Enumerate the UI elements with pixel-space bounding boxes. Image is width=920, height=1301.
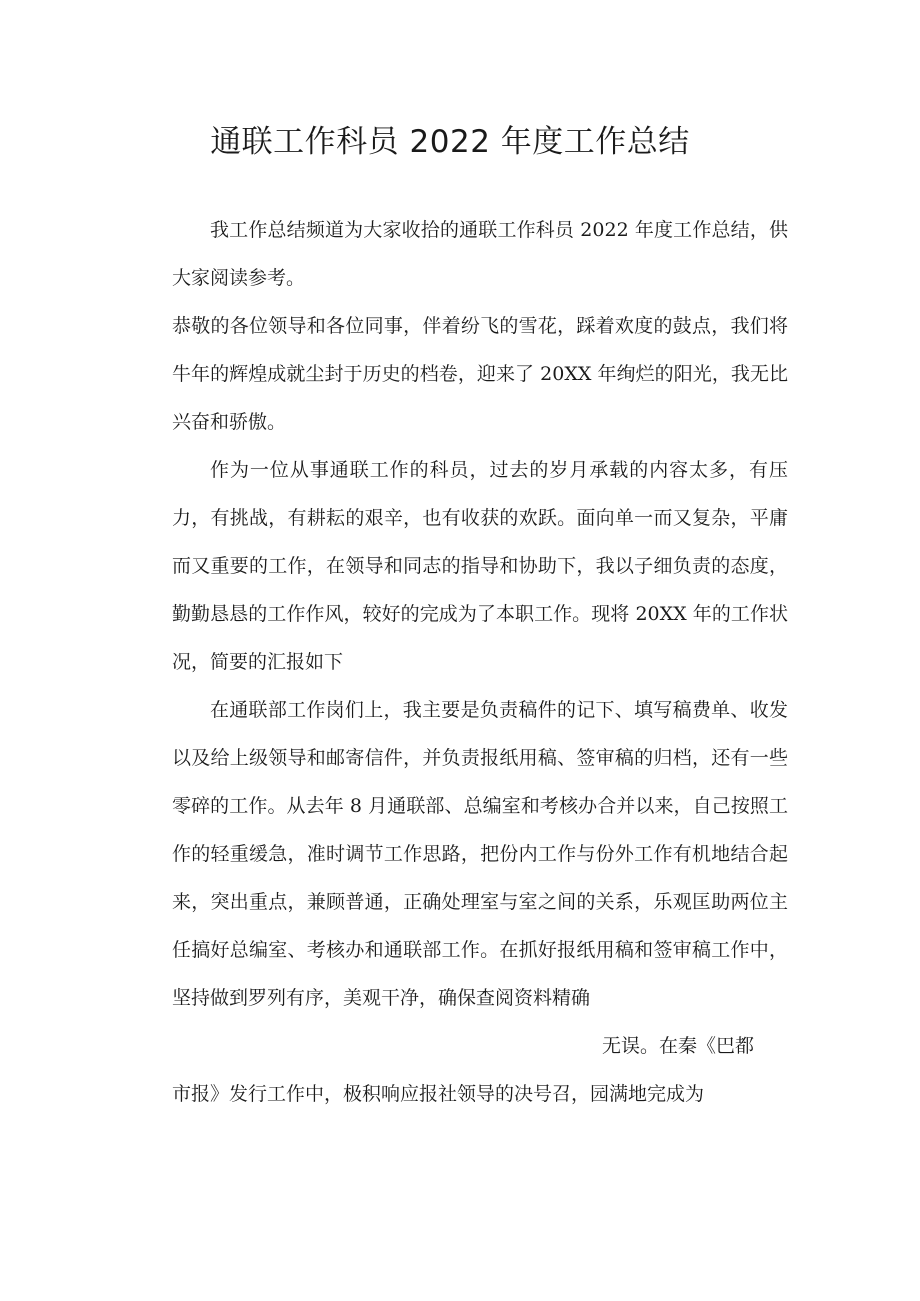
paragraph-greeting: 恭敬的各位领导和各位同事，伴着纷飞的雪花，踩着欢度的鼓点，我们将牛年的辉煌成就尘封于历史的档卷，迎来了 20XX 年绚烂的阳光，我无比兴奋和骄傲。 [172,315,788,433]
paragraph-distribution: 市报》发行工作中，极积响应报社领导的决号召，园满地完成为 [172,1083,705,1105]
paragraph-intro: 我工作总结频道为大家收拾的通联工作科员 2022 年度工作总结，供大家阅读参考。 [172,219,788,289]
paragraph-duties: 在通联部工作岗们上，我主要是负责稿件的记下、填写稿费单、收发以及给上级领导和邮寄信件，并负责报纸用稿、签审稿的归档，还有一些零碎的工作。从去年 8 月通联部、总编室和考核办合并以来，自己按照工作的轻重缓急，准时调节工作思路，把份内工作与份外工作有机地结合起来，突出重点，兼顾普通，正确处理室与室之间的关系，乐观匡助两位主任搞好总编室、考核办和通联部工作。在抓好报纸用稿和签审稿工作中，坚持做到罗列有序，美观干净，确保查阅资料精确 [172,699,788,1009]
paragraph-duties-tail: 无误。在秦《巴都 [602,1035,755,1057]
document-title: 通联工作科员 2022 年度工作总结 [210,124,690,160]
paragraph-overview: 作为一位从事通联工作的科员，过去的岁月承载的内容太多，有压力，有挑战，有耕耘的艰辛，也有收获的欢跃。面向单一而又复杂，平庸而又重要的工作，在领导和同志的指导和协助下，我以子细负责的态度，勤勤恳恳的工作作风，较好的完成为了本职工作。现将 20XX 年的工作状况，简要的汇报如下 [172,459,788,673]
document-body [172,206,788,1118]
